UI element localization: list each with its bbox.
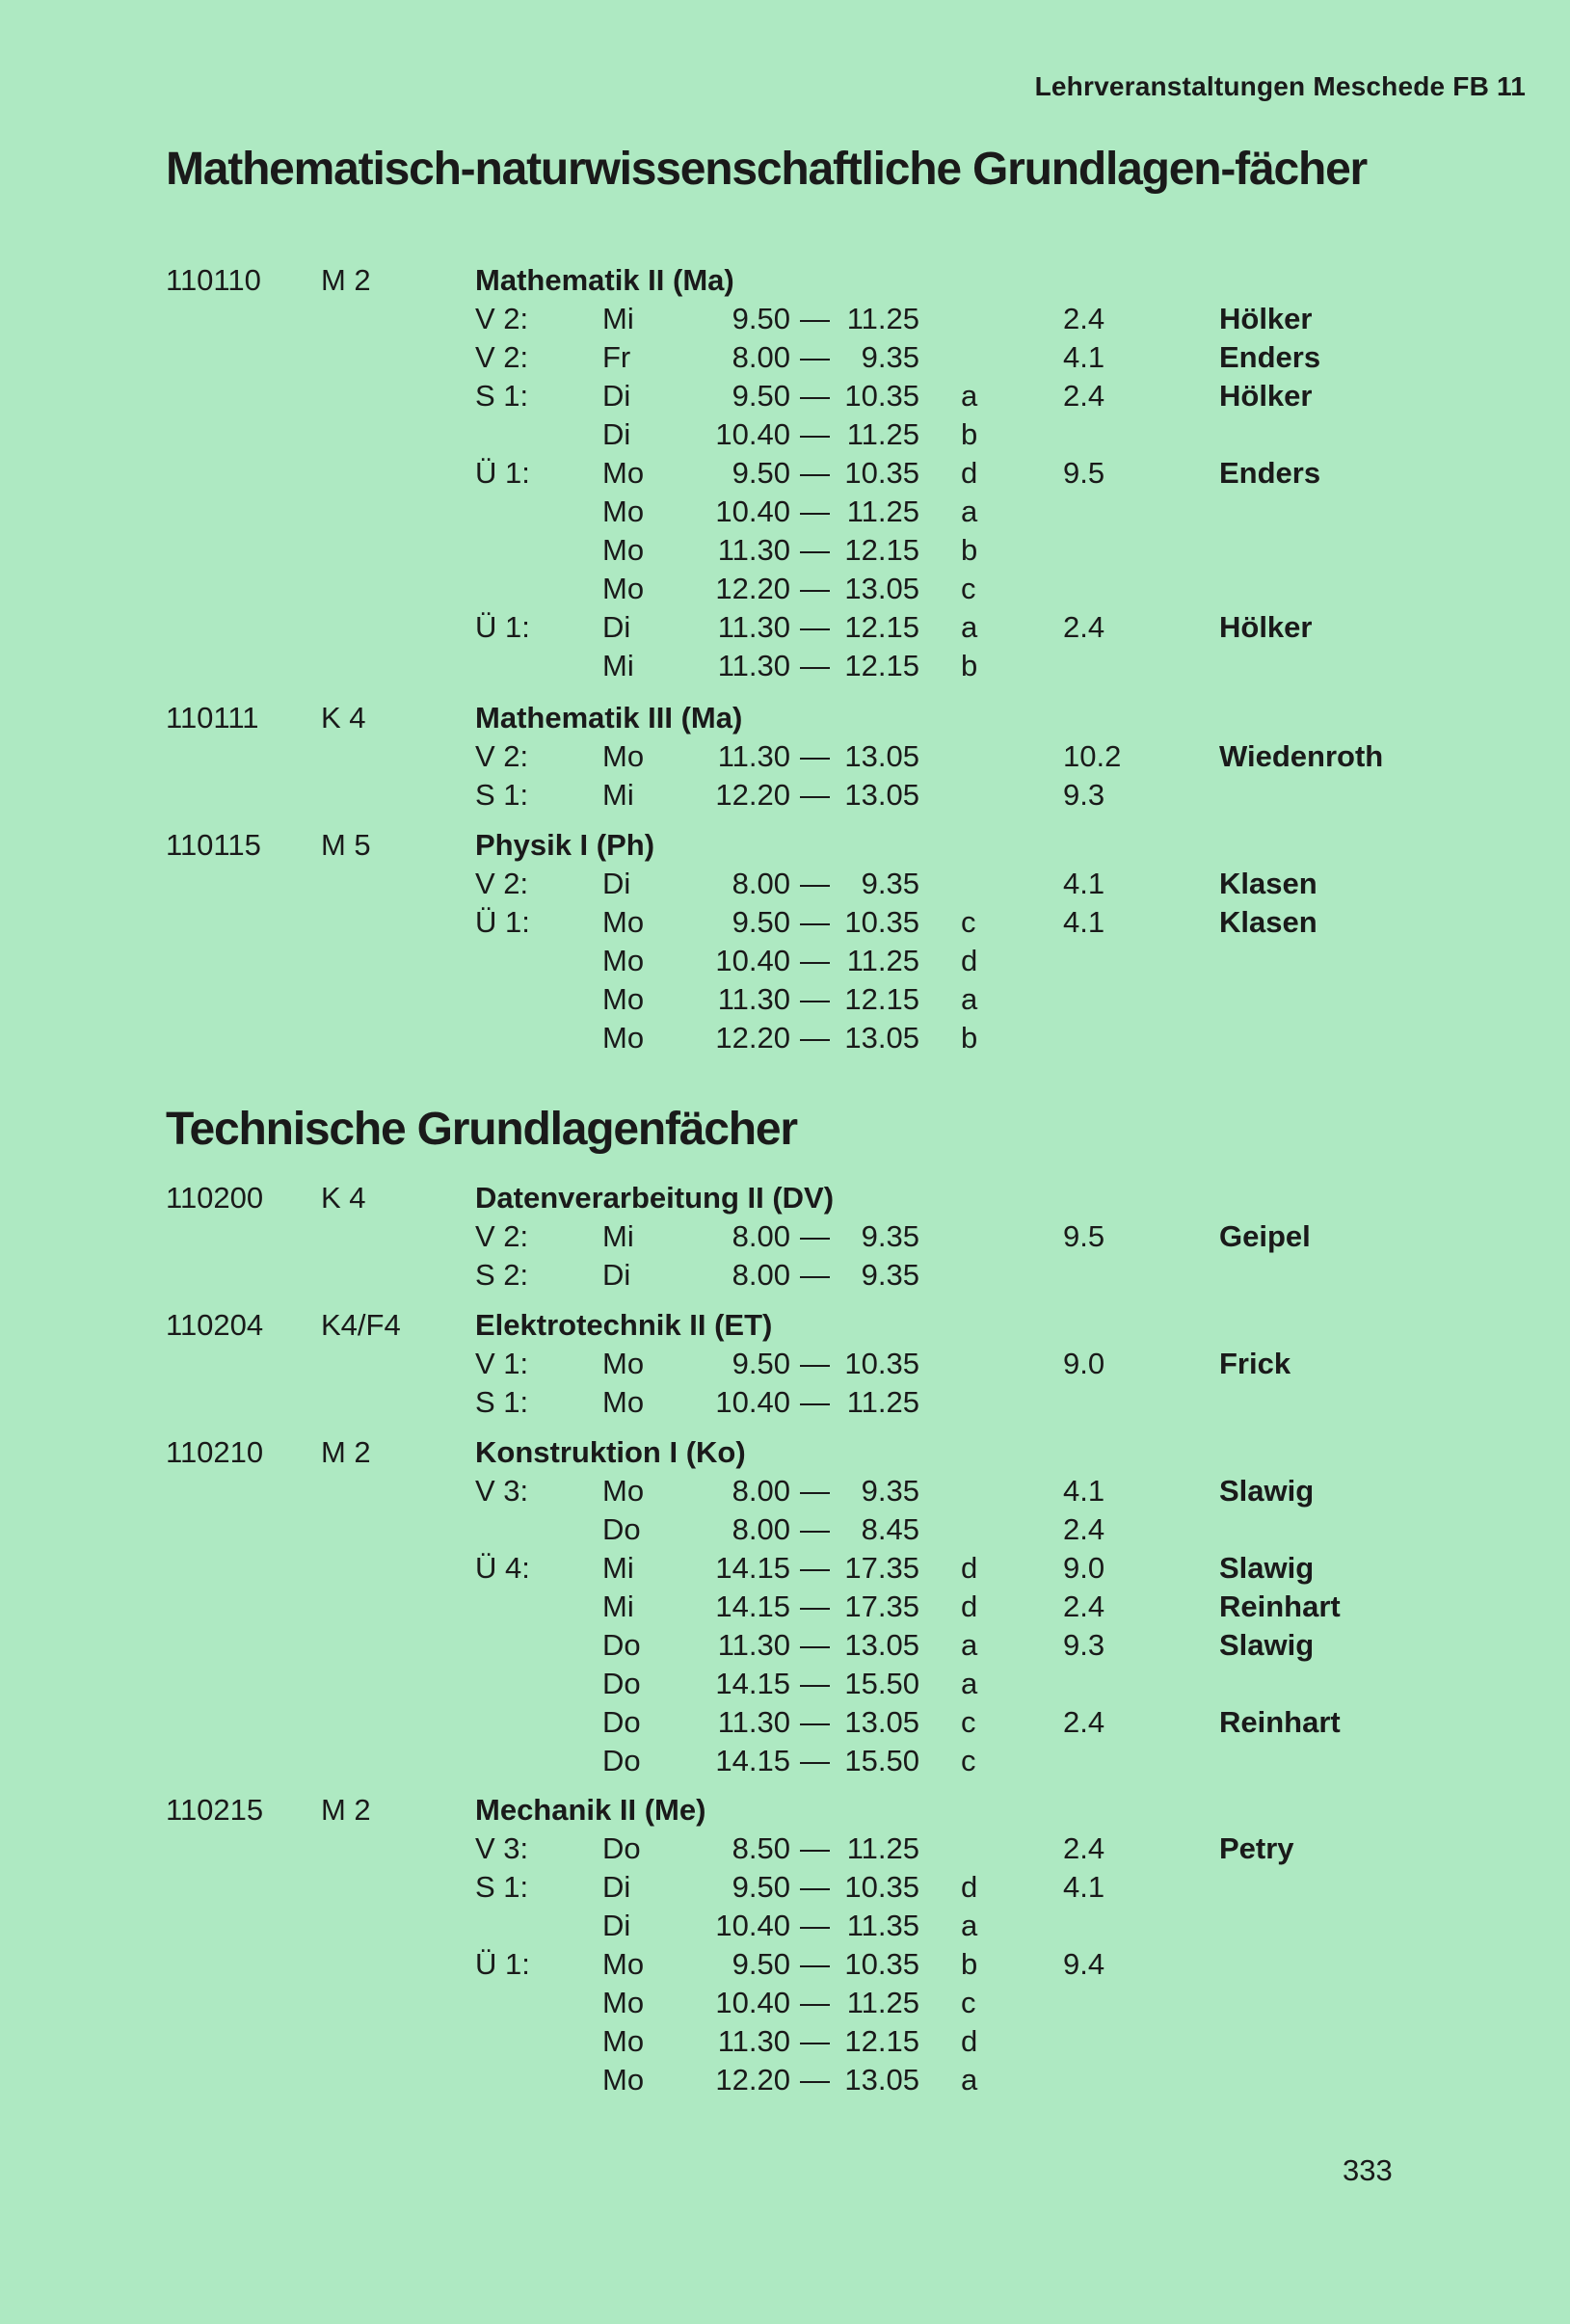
session-row — [0, 533, 1570, 572]
course-header-line — [0, 701, 1570, 739]
session-room: 9.4 — [1063, 1947, 1105, 1981]
session-day: Di — [602, 1870, 631, 1904]
session-row — [0, 1512, 1570, 1551]
session-row — [0, 456, 1570, 494]
session-group: d — [961, 1589, 978, 1623]
course-block — [0, 828, 1570, 1059]
session-type: V 2: — [475, 867, 529, 900]
session-start-time: 14.15 — [715, 1551, 790, 1585]
course-block — [0, 701, 1570, 816]
session-room: 4.1 — [1063, 905, 1105, 939]
course-code: M 2 — [321, 1435, 371, 1469]
session-end-time: 13.05 — [844, 739, 919, 773]
session-group: b — [961, 533, 978, 567]
session-type: V 3: — [475, 1474, 529, 1508]
session-row — [0, 1551, 1570, 1589]
time-range-dash: — — [800, 905, 830, 939]
section-title-math-science: Mathematisch-naturwissenschaftliche Grundlagen-fächer — [166, 144, 1368, 195]
session-start-time: 11.30 — [717, 739, 790, 773]
session-room: 2.4 — [1063, 610, 1105, 644]
session-day: Do — [602, 1512, 641, 1546]
session-row — [0, 1258, 1570, 1296]
session-room: 2.4 — [1063, 379, 1105, 413]
session-room: 2.4 — [1063, 1589, 1105, 1623]
session-type: V 2: — [475, 1219, 529, 1253]
session-type: V 2: — [475, 739, 529, 773]
course-code: K4/F4 — [321, 1308, 401, 1342]
session-start-time: 8.00 — [732, 1512, 790, 1546]
session-day: Mo — [602, 572, 645, 605]
session-end-time: 13.05 — [844, 1628, 919, 1662]
session-end-time: 11.25 — [846, 494, 919, 528]
session-start-time: 9.50 — [732, 1947, 790, 1981]
session-row — [0, 2024, 1570, 2063]
course-number: 110200 — [166, 1181, 264, 1215]
session-start-time: 11.30 — [717, 2024, 790, 2058]
session-end-time: 10.35 — [844, 1347, 919, 1380]
session-row — [0, 572, 1570, 610]
session-start-time: 14.15 — [715, 1744, 790, 1777]
session-group: c — [961, 1744, 976, 1777]
session-start-time: 8.00 — [732, 1258, 790, 1292]
page-number: 333 — [1343, 2153, 1393, 2187]
session-end-time: 11.25 — [846, 1831, 919, 1865]
course-title: Mathematik II (Ma) — [475, 263, 734, 297]
time-range-dash: — — [800, 494, 830, 528]
session-room: 9.0 — [1063, 1551, 1105, 1585]
session-day: Di — [602, 379, 631, 413]
session-end-time: 17.35 — [844, 1551, 919, 1585]
session-day: Mo — [602, 1385, 645, 1419]
time-range-dash: — — [800, 1347, 830, 1380]
session-lecturer: Enders — [1219, 340, 1321, 374]
session-end-time: 13.05 — [844, 1021, 919, 1055]
course-title: Mathematik III (Ma) — [475, 701, 743, 735]
session-lecturer: Klasen — [1219, 905, 1317, 939]
session-group: d — [961, 1870, 978, 1904]
session-room: 4.1 — [1063, 340, 1105, 374]
course-header-line — [0, 828, 1570, 867]
session-start-time: 10.40 — [715, 1909, 790, 1942]
session-row — [0, 1474, 1570, 1512]
session-start-time: 8.00 — [732, 340, 790, 374]
session-end-time: 13.05 — [844, 2063, 919, 2097]
session-row — [0, 778, 1570, 816]
session-group: a — [961, 610, 978, 644]
session-row — [0, 867, 1570, 905]
session-day: Mo — [602, 982, 645, 1016]
course-number: 110111 — [166, 701, 259, 735]
session-row — [0, 1347, 1570, 1385]
session-group: d — [961, 456, 978, 490]
session-day: Mo — [602, 739, 645, 773]
time-range-dash: — — [800, 1021, 830, 1055]
session-start-time: 11.30 — [717, 533, 790, 567]
session-group: b — [961, 417, 978, 451]
time-range-dash: — — [800, 739, 830, 773]
time-range-dash: — — [800, 417, 830, 451]
session-day: Mo — [602, 456, 645, 490]
time-range-dash: — — [800, 982, 830, 1016]
session-type: Ü 1: — [475, 610, 530, 644]
session-group: d — [961, 2024, 978, 2058]
session-start-time: 8.50 — [732, 1831, 790, 1865]
session-lecturer: Slawig — [1219, 1628, 1315, 1662]
session-group: b — [961, 1021, 978, 1055]
session-end-time: 9.35 — [861, 1219, 919, 1253]
session-group: a — [961, 379, 978, 413]
session-row — [0, 1219, 1570, 1258]
session-end-time: 13.05 — [844, 778, 919, 812]
session-day: Mo — [602, 494, 645, 528]
session-start-time: 11.30 — [717, 1705, 790, 1739]
session-group: a — [961, 1667, 978, 1700]
session-start-time: 8.00 — [732, 1474, 790, 1508]
time-range-dash: — — [800, 302, 830, 335]
session-lecturer: Hölker — [1219, 379, 1313, 413]
session-end-time: 13.05 — [844, 572, 919, 605]
session-type: S 2: — [475, 1258, 529, 1292]
session-day: Do — [602, 1628, 641, 1662]
session-end-time: 9.35 — [861, 1258, 919, 1292]
session-row — [0, 1909, 1570, 1947]
session-day: Mo — [602, 1021, 645, 1055]
session-row — [0, 1831, 1570, 1870]
session-start-time: 10.40 — [715, 944, 790, 977]
session-row — [0, 340, 1570, 379]
session-group: a — [961, 982, 978, 1016]
course-number: 110210 — [166, 1435, 264, 1469]
session-day: Mi — [602, 778, 634, 812]
session-room: 4.1 — [1063, 1870, 1105, 1904]
session-group: a — [961, 1909, 978, 1942]
session-end-time: 15.50 — [844, 1744, 919, 1777]
session-end-time: 15.50 — [844, 1667, 919, 1700]
session-day: Mo — [602, 2024, 645, 2058]
session-start-time: 14.15 — [715, 1667, 790, 1700]
session-start-time: 10.40 — [715, 417, 790, 451]
time-range-dash: — — [800, 379, 830, 413]
session-end-time: 9.35 — [861, 1474, 919, 1508]
session-row — [0, 649, 1570, 687]
session-day: Do — [602, 1705, 641, 1739]
course-header-line — [0, 1181, 1570, 1219]
session-day: Do — [602, 1744, 641, 1777]
session-group: d — [961, 944, 978, 977]
session-start-time: 9.50 — [732, 1870, 790, 1904]
time-range-dash: — — [800, 1744, 830, 1777]
session-row — [0, 610, 1570, 649]
course-number: 110115 — [166, 828, 261, 862]
session-start-time: 10.40 — [715, 1986, 790, 2019]
running-header: Lehrveranstaltungen Meschede FB 11 — [1034, 71, 1526, 101]
session-day: Mo — [602, 2063, 645, 2097]
session-end-time: 11.25 — [846, 1986, 919, 2019]
session-end-time: 12.15 — [844, 533, 919, 567]
session-row — [0, 739, 1570, 778]
session-group: b — [961, 649, 978, 682]
session-day: Mi — [602, 1589, 634, 1623]
session-start-time: 9.50 — [732, 905, 790, 939]
session-start-time: 10.40 — [715, 494, 790, 528]
session-day: Mi — [602, 302, 634, 335]
session-end-time: 12.15 — [844, 982, 919, 1016]
time-range-dash: — — [800, 1947, 830, 1981]
session-start-time: 12.20 — [715, 1021, 790, 1055]
session-type: Ü 1: — [475, 456, 530, 490]
course-header-line — [0, 1793, 1570, 1831]
session-type: Ü 1: — [475, 905, 530, 939]
session-row — [0, 1667, 1570, 1705]
course-title: Datenverarbeitung II (DV) — [475, 1181, 835, 1215]
session-room: 4.1 — [1063, 1474, 1105, 1508]
session-end-time: 9.35 — [861, 340, 919, 374]
session-room: 2.4 — [1063, 1831, 1105, 1865]
session-row — [0, 494, 1570, 533]
session-end-time: 11.25 — [846, 944, 919, 977]
session-lecturer: Wiedenroth — [1219, 739, 1384, 773]
session-day: Mi — [602, 1551, 634, 1585]
session-row — [0, 1744, 1570, 1782]
session-type: S 1: — [475, 1385, 529, 1419]
session-room: 2.4 — [1063, 1705, 1105, 1739]
session-end-time: 13.05 — [844, 1705, 919, 1739]
session-day: Mo — [602, 1947, 645, 1981]
session-room: 4.1 — [1063, 867, 1105, 900]
time-range-dash: — — [800, 867, 830, 900]
session-row — [0, 1705, 1570, 1744]
time-range-dash: — — [800, 533, 830, 567]
session-start-time: 14.15 — [715, 1589, 790, 1623]
session-day: Di — [602, 1258, 631, 1292]
session-lecturer: Frick — [1219, 1347, 1291, 1380]
time-range-dash: — — [800, 1589, 830, 1623]
section-title-technical: Technische Grundlagenfächer — [166, 1104, 797, 1155]
session-end-time: 12.15 — [844, 2024, 919, 2058]
session-end-time: 11.25 — [846, 302, 919, 335]
session-row — [0, 1986, 1570, 2024]
course-header-line — [0, 1435, 1570, 1474]
session-day: Mo — [602, 1986, 645, 2019]
session-start-time: 12.20 — [715, 2063, 790, 2097]
session-room: 2.4 — [1063, 302, 1105, 335]
session-day: Mo — [602, 1474, 645, 1508]
time-range-dash: — — [800, 340, 830, 374]
course-block — [0, 1181, 1570, 1296]
session-day: Di — [602, 417, 631, 451]
session-end-time: 9.35 — [861, 867, 919, 900]
session-day: Mo — [602, 533, 645, 567]
time-range-dash: — — [800, 778, 830, 812]
session-row — [0, 982, 1570, 1021]
session-start-time: 11.30 — [717, 649, 790, 682]
time-range-dash: — — [800, 2024, 830, 2058]
session-start-time: 11.30 — [717, 1628, 790, 1662]
session-start-time: 9.50 — [732, 456, 790, 490]
session-row — [0, 1870, 1570, 1909]
time-range-dash: — — [800, 1385, 830, 1419]
course-code: K 4 — [321, 1181, 366, 1215]
session-lecturer: Hölker — [1219, 610, 1313, 644]
course-code: M 2 — [321, 263, 371, 297]
session-row — [0, 379, 1570, 417]
course-header-line — [0, 263, 1570, 302]
course-block — [0, 1308, 1570, 1424]
session-type: S 1: — [475, 778, 529, 812]
time-range-dash: — — [800, 1667, 830, 1700]
session-room: 9.0 — [1063, 1347, 1105, 1380]
session-end-time: 11.25 — [846, 417, 919, 451]
session-end-time: 10.35 — [844, 1870, 919, 1904]
session-end-time: 11.25 — [846, 1385, 919, 1419]
session-day: Fr — [602, 340, 631, 374]
session-end-time: 11.35 — [846, 1909, 919, 1942]
session-day: Do — [602, 1831, 641, 1865]
session-lecturer: Enders — [1219, 456, 1321, 490]
session-group: c — [961, 572, 976, 605]
session-end-time: 12.15 — [844, 610, 919, 644]
session-start-time: 8.00 — [732, 867, 790, 900]
session-type: S 1: — [475, 379, 529, 413]
session-type: Ü 4: — [475, 1551, 530, 1585]
course-number: 110215 — [166, 1793, 264, 1827]
course-block — [0, 1435, 1570, 1782]
time-range-dash: — — [800, 649, 830, 682]
session-end-time: 17.35 — [844, 1589, 919, 1623]
time-range-dash: — — [800, 1512, 830, 1546]
time-range-dash: — — [800, 1551, 830, 1585]
session-room: 10.2 — [1063, 739, 1122, 773]
session-row — [0, 417, 1570, 456]
session-group: c — [961, 1986, 976, 2019]
session-lecturer: Klasen — [1219, 867, 1317, 900]
session-day: Mi — [602, 649, 634, 682]
time-range-dash: — — [800, 1986, 830, 2019]
course-title: Konstruktion I (Ko) — [475, 1435, 746, 1469]
time-range-dash: — — [800, 1219, 830, 1253]
session-lecturer: Reinhart — [1219, 1705, 1341, 1739]
session-end-time: 12.15 — [844, 649, 919, 682]
course-code: M 2 — [321, 1793, 371, 1827]
time-range-dash: — — [800, 2063, 830, 2097]
time-range-dash: — — [800, 1870, 830, 1904]
session-day: Do — [602, 1667, 641, 1700]
session-start-time: 12.20 — [715, 778, 790, 812]
session-start-time: 9.50 — [732, 379, 790, 413]
session-end-time: 10.35 — [844, 1947, 919, 1981]
session-lecturer: Hölker — [1219, 302, 1313, 335]
session-lecturer: Geipel — [1219, 1219, 1311, 1253]
session-end-time: 10.35 — [844, 379, 919, 413]
session-row — [0, 905, 1570, 944]
session-row — [0, 1021, 1570, 1059]
course-code: K 4 — [321, 701, 366, 735]
session-day: Mo — [602, 905, 645, 939]
time-range-dash: — — [800, 1474, 830, 1508]
time-range-dash: — — [800, 1909, 830, 1942]
session-start-time: 12.20 — [715, 572, 790, 605]
session-type: Ü 1: — [475, 1947, 530, 1981]
session-row — [0, 1385, 1570, 1424]
session-row — [0, 2063, 1570, 2101]
session-room: 9.3 — [1063, 778, 1105, 812]
session-group: a — [961, 1628, 978, 1662]
session-end-time: 10.35 — [844, 456, 919, 490]
course-header-line — [0, 1308, 1570, 1347]
course-title: Elektrotechnik II (ET) — [475, 1308, 773, 1342]
time-range-dash: — — [800, 456, 830, 490]
session-row — [0, 1947, 1570, 1986]
session-row — [0, 944, 1570, 982]
time-range-dash: — — [800, 1831, 830, 1865]
course-number: 110204 — [166, 1308, 264, 1342]
session-group: a — [961, 2063, 978, 2097]
session-start-time: 9.50 — [732, 302, 790, 335]
session-room: 9.5 — [1063, 456, 1105, 490]
session-row — [0, 302, 1570, 340]
session-start-time: 9.50 — [732, 1347, 790, 1380]
course-number: 110110 — [166, 263, 261, 297]
session-group: a — [961, 494, 978, 528]
session-type: S 1: — [475, 1870, 529, 1904]
session-row — [0, 1628, 1570, 1667]
session-end-time: 10.35 — [844, 905, 919, 939]
session-lecturer: Petry — [1219, 1831, 1294, 1865]
course-title: Physik I (Ph) — [475, 828, 655, 862]
course-block — [0, 263, 1570, 687]
session-start-time: 11.30 — [717, 982, 790, 1016]
session-day: Mi — [602, 1219, 634, 1253]
time-range-dash: — — [800, 1258, 830, 1292]
session-lecturer: Slawig — [1219, 1474, 1315, 1508]
session-room: 9.5 — [1063, 1219, 1105, 1253]
session-start-time: 10.40 — [715, 1385, 790, 1419]
session-start-time: 11.30 — [717, 610, 790, 644]
session-end-time: 8.45 — [861, 1512, 919, 1546]
session-day: Mo — [602, 944, 645, 977]
session-group: d — [961, 1551, 978, 1585]
session-type: V 3: — [475, 1831, 529, 1865]
time-range-dash: — — [800, 944, 830, 977]
course-title: Mechanik II (Me) — [475, 1793, 706, 1827]
time-range-dash: — — [800, 1628, 830, 1662]
session-row — [0, 1589, 1570, 1628]
session-day: Di — [602, 867, 631, 900]
session-start-time: 8.00 — [732, 1219, 790, 1253]
session-group: c — [961, 1705, 976, 1739]
session-room: 9.3 — [1063, 1628, 1105, 1662]
session-room: 2.4 — [1063, 1512, 1105, 1546]
session-type: V 1: — [475, 1347, 529, 1380]
session-day: Di — [602, 1909, 631, 1942]
time-range-dash: — — [800, 572, 830, 605]
session-type: V 2: — [475, 302, 529, 335]
session-group: c — [961, 905, 976, 939]
course-block — [0, 1793, 1570, 2101]
session-group: b — [961, 1947, 978, 1981]
session-lecturer: Slawig — [1219, 1551, 1315, 1585]
time-range-dash: — — [800, 1705, 830, 1739]
session-type: V 2: — [475, 340, 529, 374]
time-range-dash: — — [800, 610, 830, 644]
session-lecturer: Reinhart — [1219, 1589, 1341, 1623]
session-day: Di — [602, 610, 631, 644]
session-day: Mo — [602, 1347, 645, 1380]
course-code: M 5 — [321, 828, 371, 862]
